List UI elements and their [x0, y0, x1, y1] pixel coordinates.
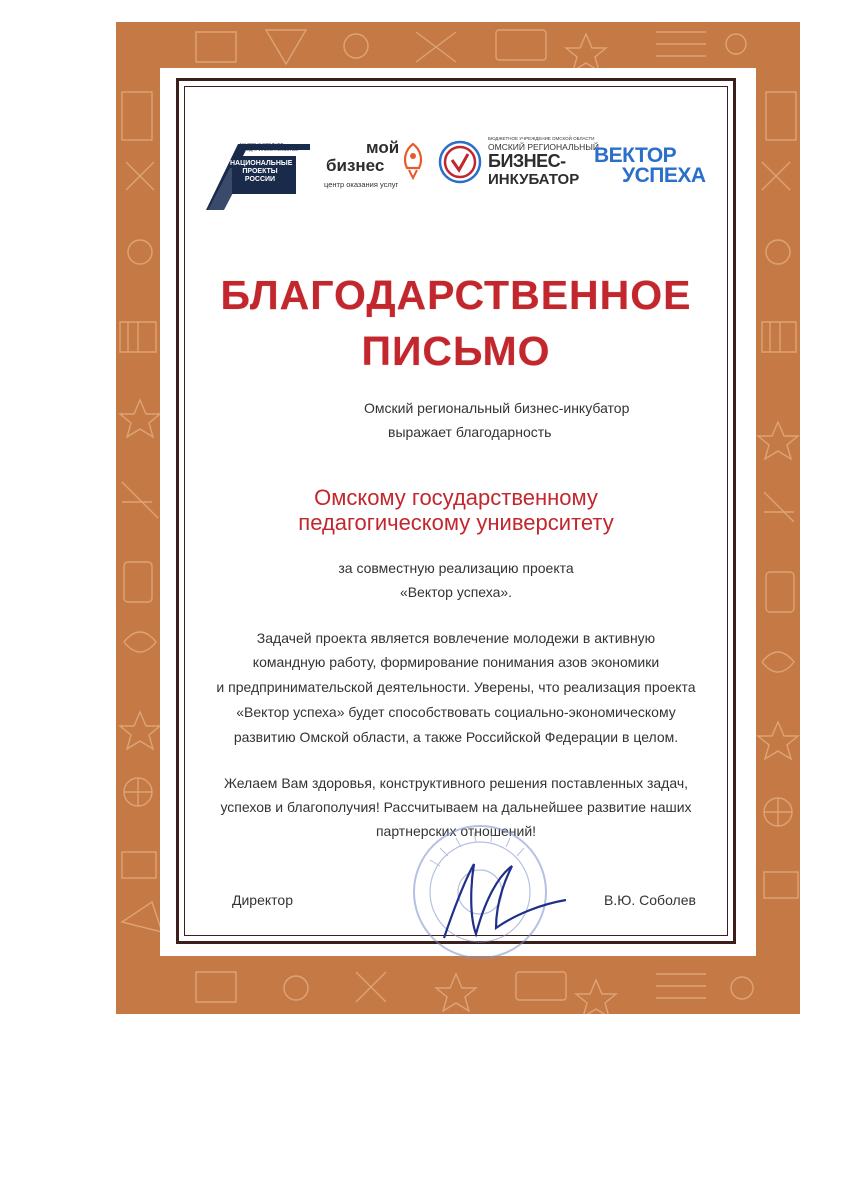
- incubator-line2: ОМСКИЙ РЕГИОНАЛЬНЫЙ: [488, 142, 599, 152]
- body-line: «Вектор успеха» будет способствовать социально-экономическому: [236, 704, 676, 720]
- wishes-line: Желаем Вам здоровья, конструктивного решения поставленных задач,: [223, 775, 689, 791]
- vektor-line2: УСПЕХА: [622, 164, 706, 187]
- incubator-emblem-icon: [438, 140, 482, 184]
- vektor-line1: ВЕКТОР: [594, 144, 677, 167]
- body-line: командную работу, формирование понимания азов экономики: [252, 654, 660, 670]
- incubator-line1: БЮДЖЕТНОЕ УЧРЕЖДЕНИЕ ОМСКОЙ ОБЛАСТИ: [488, 136, 595, 141]
- moi-biznes-word2: бизнес: [326, 156, 385, 175]
- national-projects-small-text: МАЛОЕ И СРЕДНЕЕ ПРЕДПРИНИМАТЕЛЬСТВО: [240, 142, 299, 152]
- moi-biznes-logo: [318, 138, 436, 198]
- moi-biznes-subtitle: центр оказания услуг: [324, 180, 399, 189]
- rocket-icon: [400, 142, 426, 180]
- reason-line1: за совместную реализацию проекта: [338, 560, 574, 576]
- signatory-name: В.Ю. Соболев: [604, 892, 696, 908]
- reason-line2: «Вектор успеха».: [399, 584, 513, 600]
- signature-stroke: [444, 864, 566, 938]
- incubator-line4: ИНКУБАТОР: [488, 171, 580, 188]
- body-line: и предпринимательской деятельности. Уверены, что реализация проекта: [216, 679, 696, 695]
- body-line: развитию Омской области, а также Российской Федерации в целом.: [233, 729, 679, 745]
- signatory-position: Директор: [232, 892, 293, 908]
- business-incubator-logo: [438, 136, 599, 196]
- recipient-line1: Омскому государственному: [314, 485, 598, 510]
- incubator-line3: БИЗНЕС-: [488, 151, 566, 171]
- issuer-line1: Омский региональный бизнес-инкубатор: [364, 400, 630, 416]
- recipient-line2: педагогическому университету: [298, 510, 614, 535]
- logos-row: [206, 132, 716, 216]
- moi-biznes-word1: мой: [366, 138, 400, 157]
- national-projects-logo: [206, 138, 310, 214]
- vektor-uspekha-logo: [594, 144, 716, 188]
- body-line: Задачей проекта является вовлечение молодежи в активную: [256, 630, 656, 646]
- letter-title-line2: ПИСЬМО: [361, 328, 551, 374]
- wishes-line: партнерских отношений!: [375, 823, 537, 839]
- official-stamp-and-signature: [400, 820, 570, 970]
- national-projects-title: НАЦИОНАЛЬНЫЕ ПРОЕКТЫ РОССИИ: [230, 160, 293, 183]
- wishes-line: успехов и благополучия! Рассчитываем на дальнейшее развитие наших: [220, 799, 692, 815]
- letter-title-line1: БЛАГОДАРСТВЕННОЕ: [220, 272, 692, 318]
- issuer-line2: выражает благодарность: [388, 424, 552, 440]
